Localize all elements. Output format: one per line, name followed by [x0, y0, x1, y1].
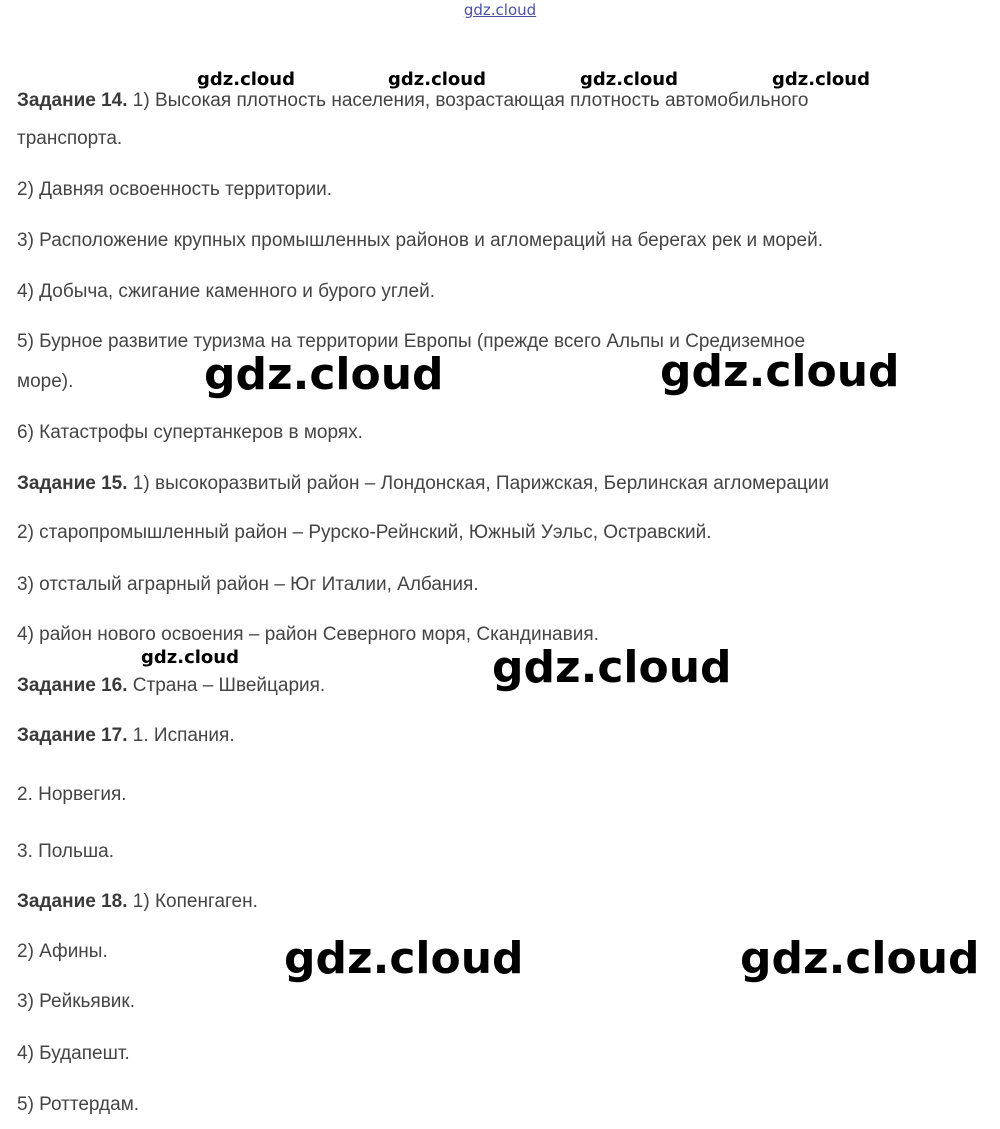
- watermark: gdz.cloud: [388, 69, 486, 90]
- task-14-line-5b: море).: [17, 371, 74, 392]
- watermark: gdz.cloud: [740, 933, 980, 984]
- task-15-line-4: 4) район нового освоения – район Северного моря, Скандинавия.: [17, 624, 599, 645]
- task-14-line-2: 2) Давняя освоенность территории.: [17, 179, 332, 200]
- task-18-text-1: 1) Копенгаген.: [132, 891, 258, 912]
- task-18-line-2: 2) Афины.: [17, 941, 108, 962]
- task-17-line-2: 2. Норвегия.: [17, 784, 127, 805]
- task-14-label: Задание 14.: [17, 90, 128, 111]
- watermark: gdz.cloud: [284, 933, 524, 984]
- watermark: gdz.cloud: [660, 346, 900, 397]
- task-14-line-1b: транспорта.: [17, 128, 123, 149]
- task-14-line-5: 5) Бурное развитие туризма на территории Европы (прежде всего Альпы и Средиземное: [17, 331, 806, 352]
- task-14-line-4: 4) Добыча, сжигание каменного и бурого углей.: [17, 281, 435, 302]
- task-15-line-3: 3) отсталый аграрный район – Юг Италии, Албания.: [17, 574, 479, 595]
- task-15-text-1: 1) высокоразвитый район – Лондонская, Парижская, Берлинская агломерации: [132, 473, 830, 494]
- task-14-line-6: 6) Катастрофы супертанкеров в морях.: [17, 422, 363, 443]
- task-14-line-3: 3) Расположение крупных промышленных районов и агломераций на берегах рек и морей.: [17, 230, 824, 251]
- task-17-text-1: 1. Испания.: [132, 725, 235, 746]
- task-16-text-1: Страна – Швейцария.: [132, 675, 326, 696]
- task-15-line-1: [17, 472, 829, 496]
- task-17-line-3: 3. Польша.: [17, 841, 115, 862]
- watermark: gdz.cloud: [141, 647, 239, 668]
- task-16-line-1: [17, 674, 325, 698]
- task-18-line-3: 3) Рейкьявик.: [17, 991, 135, 1012]
- watermark: gdz.cloud: [197, 69, 295, 90]
- task-17-label: Задание 17.: [17, 725, 128, 746]
- task-15-line-2: 2) старопромышленный район – Рурско-Рейнский, Южный Уэльс, Остравский.: [17, 522, 712, 543]
- site-link[interactable]: gdz.cloud: [463, 1, 537, 19]
- task-16-label: Задание 16.: [17, 675, 128, 696]
- task-18-label: Задание 18.: [17, 891, 128, 912]
- task-18-line-4: 4) Будапешт.: [17, 1043, 130, 1064]
- task-18-line-5: 5) Роттердам.: [17, 1094, 140, 1115]
- task-14-line-1: [17, 89, 809, 113]
- task-15-label: Задание 15.: [17, 473, 128, 494]
- task-17-line-1: [17, 724, 235, 748]
- watermark: gdz.cloud: [772, 69, 870, 90]
- watermark: gdz.cloud: [580, 69, 678, 90]
- watermark: gdz.cloud: [204, 349, 444, 400]
- task-14-text-1: 1) Высокая плотность населения, возрастающая плотность автомобильного: [132, 90, 809, 111]
- watermark: gdz.cloud: [492, 642, 732, 693]
- task-18-line-1: [17, 890, 258, 914]
